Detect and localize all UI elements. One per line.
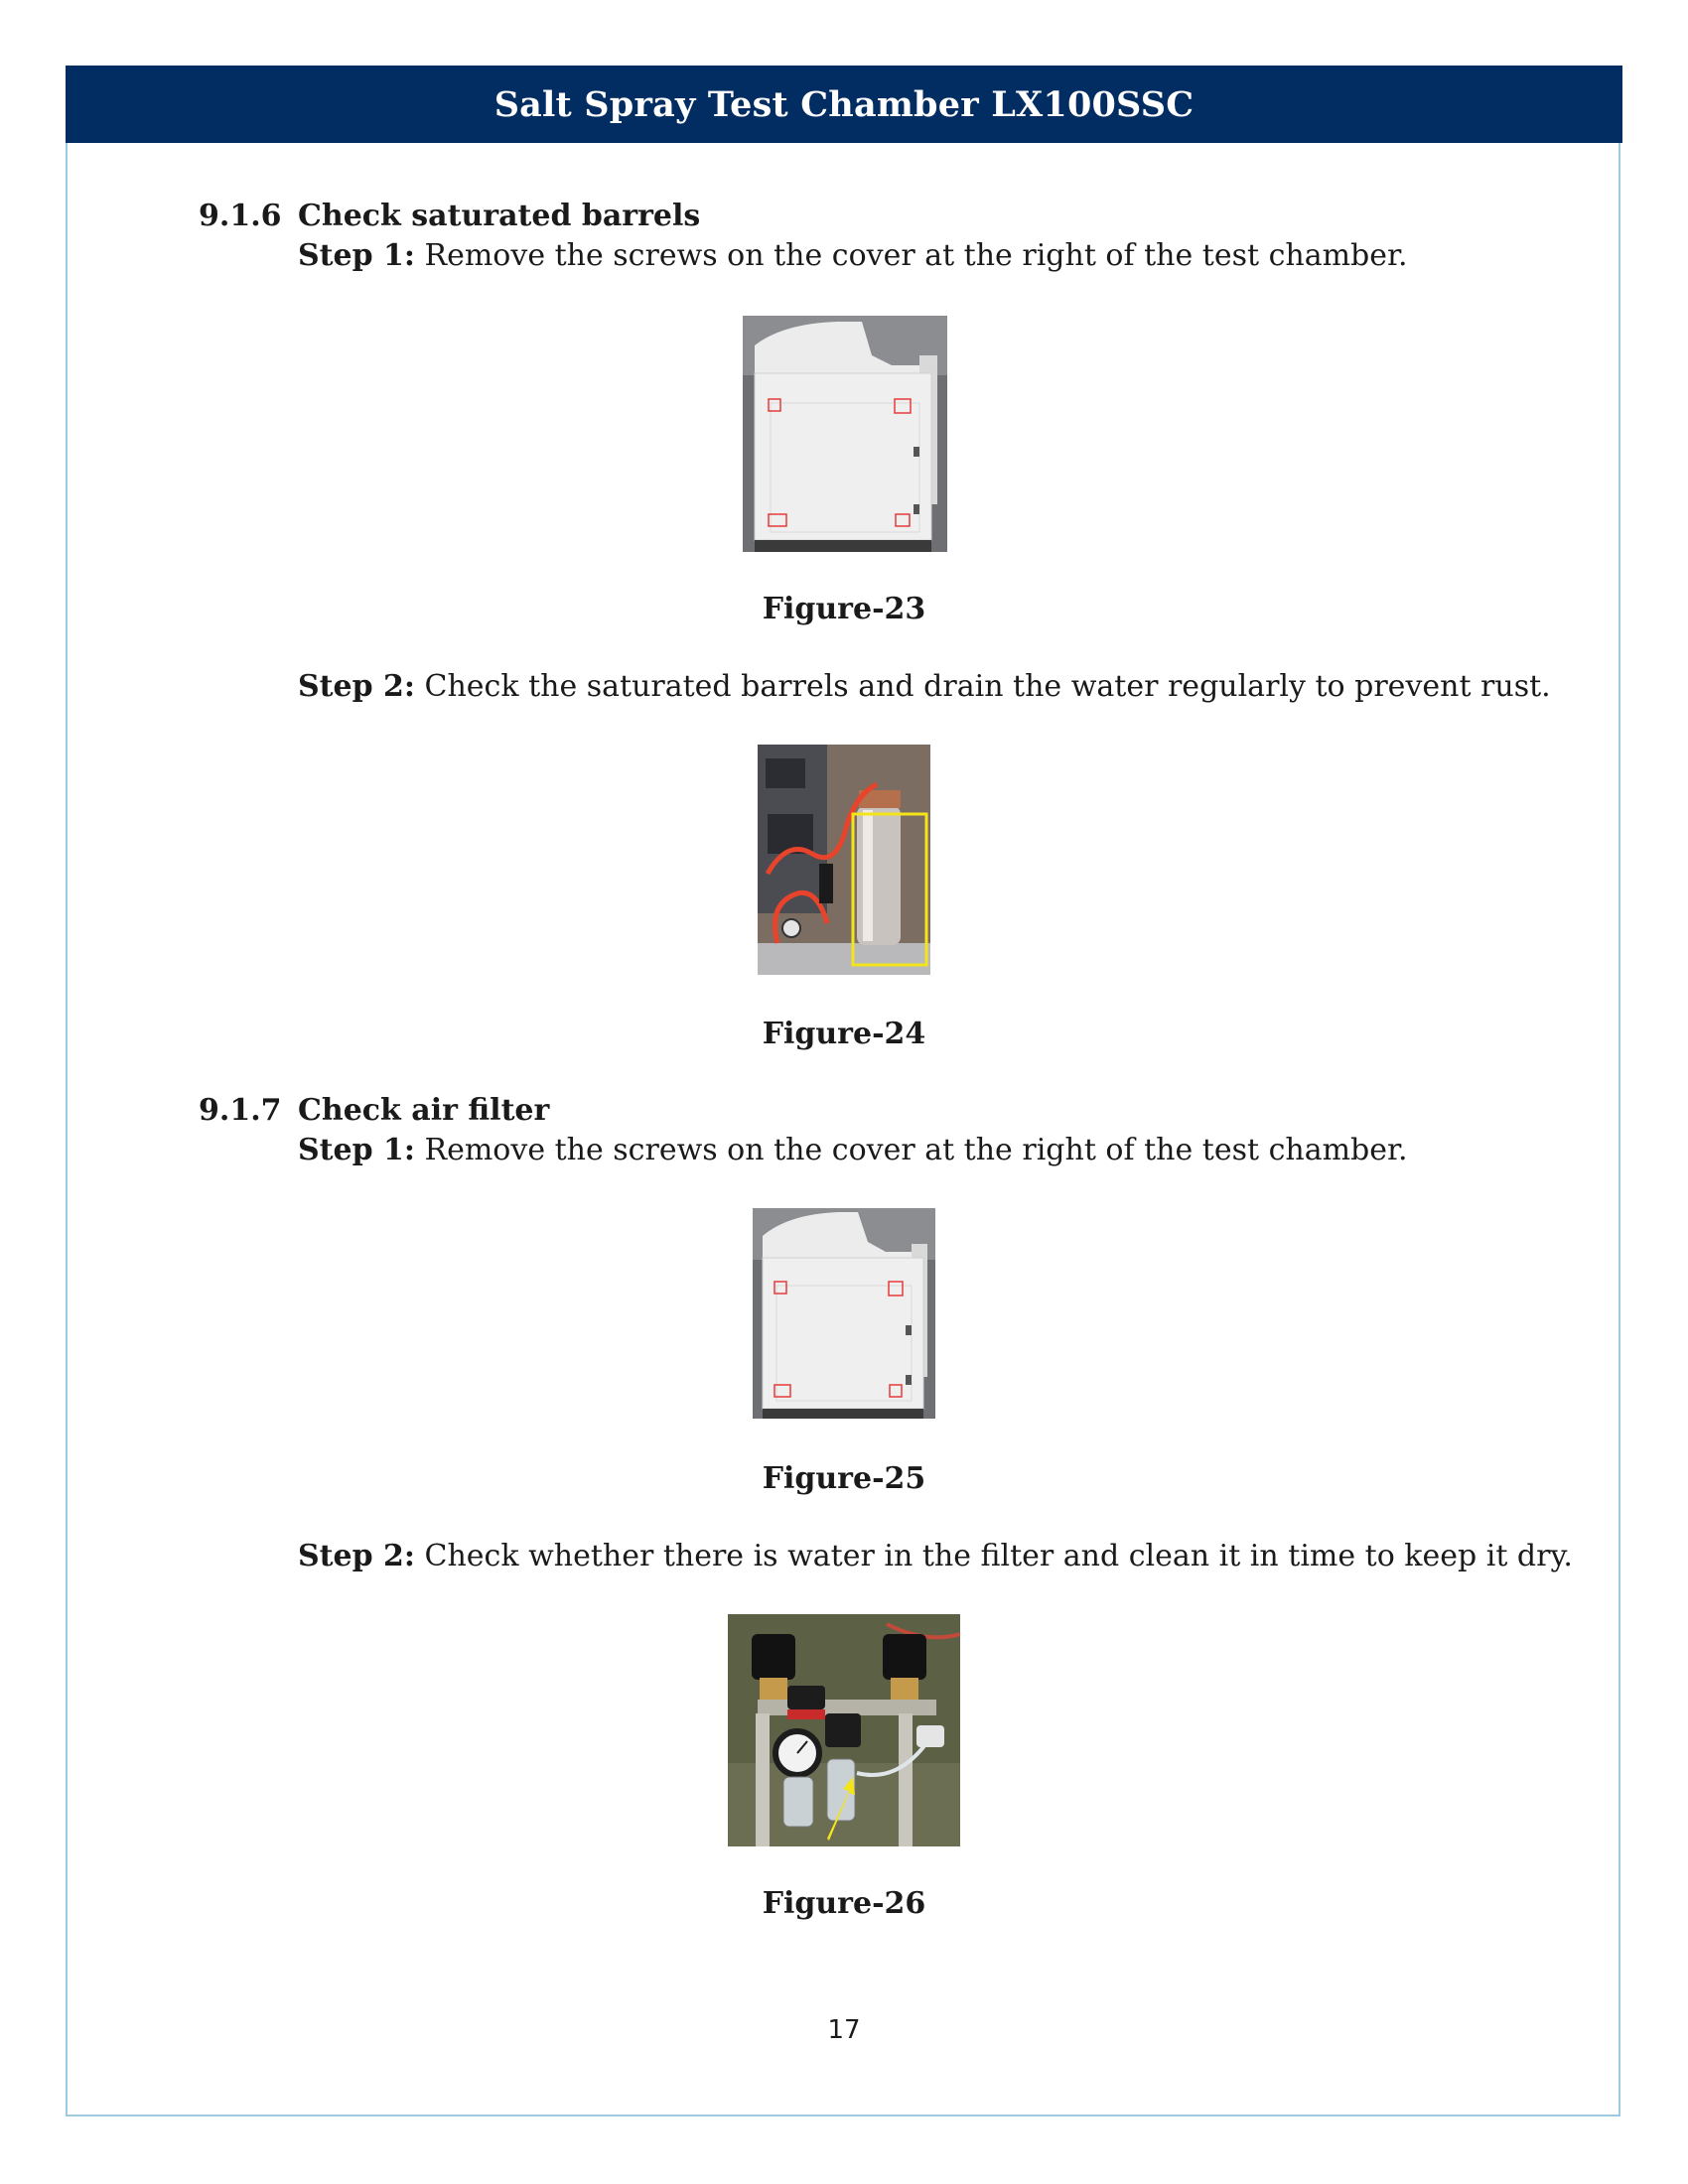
figure-caption: Figure-23: [762, 592, 926, 626]
step-label: Step 1:: [298, 238, 415, 273]
section-heading-9-1-7: [199, 1093, 549, 1128]
page-header: [66, 66, 1622, 143]
step-text: Remove the screws on the cover at the right of the test chamber.: [414, 238, 1408, 273]
page-title: Salt Spray Test Chamber LX100SSC: [493, 83, 1195, 125]
page-number: 17: [827, 2015, 861, 2045]
step-text: Check whether there is water in the filter and clean it in time to keep it dry.: [414, 1539, 1573, 1573]
figure-caption: Figure-24: [762, 1017, 926, 1051]
figure-24-image: [758, 745, 930, 975]
step-instruction: [298, 238, 1408, 273]
step-text: Check the saturated barrels and drain the water regularly to prevent rust.: [414, 669, 1551, 704]
step-label: Step 2:: [298, 669, 415, 704]
step-instruction: [298, 669, 1551, 704]
section-title: Check saturated barrels: [298, 199, 701, 233]
section-number: 9.1.7: [199, 1093, 282, 1128]
step-instruction: [298, 1133, 1408, 1167]
figure-23-image: [743, 316, 947, 552]
figure-caption: Figure-25: [762, 1461, 926, 1496]
step-instruction: [298, 1539, 1573, 1573]
step-label: Step 1:: [298, 1133, 415, 1167]
section-title: Check air filter: [298, 1093, 550, 1128]
step-text: Remove the screws on the cover at the right of the test chamber.: [414, 1133, 1408, 1167]
step-label: Step 2:: [298, 1539, 415, 1573]
section-number: 9.1.6: [199, 199, 282, 233]
figure-25-image: [753, 1208, 935, 1419]
figure-26-image: [728, 1614, 960, 1846]
figure-caption: Figure-26: [762, 1886, 926, 1921]
section-heading-9-1-6: [199, 199, 700, 233]
